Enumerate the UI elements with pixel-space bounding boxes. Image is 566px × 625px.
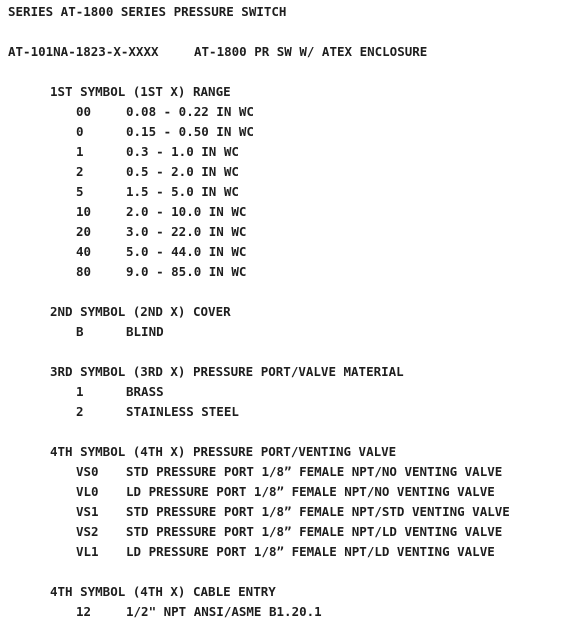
option-code: B: [76, 324, 84, 339]
option-description: STD PRESSURE PORT 1/8” FEMALE NPT/LD VENTING VALVE: [126, 524, 503, 539]
section-heading-venting-valve: 4TH SYMBOL (4TH X) PRESSURE PORT/VENTING VALVE: [50, 444, 397, 459]
option-code: 00: [76, 104, 92, 119]
option-code: 2: [76, 404, 84, 419]
option-code: 10: [76, 204, 92, 219]
option-description: 3.0 - 22.0 IN WC: [126, 224, 247, 239]
option-description: 9.0 - 85.0 IN WC: [126, 264, 247, 279]
option-description: 1.5 - 5.0 IN WC: [126, 184, 239, 199]
option-description: STAINLESS STEEL: [126, 404, 239, 419]
option-description: STD PRESSURE PORT 1/8” FEMALE NPT/NO VENTING VALVE: [126, 464, 503, 479]
option-code: VL1: [76, 544, 99, 559]
option-description: BLIND: [126, 324, 164, 339]
option-description: 0.08 - 0.22 IN WC: [126, 104, 254, 119]
option-code: 5: [76, 184, 84, 199]
option-code: 40: [76, 244, 92, 259]
option-description: 2.0 - 10.0 IN WC: [126, 204, 247, 219]
section-heading-material: 3RD SYMBOL (3RD X) PRESSURE PORT/VALVE MATERIAL: [50, 364, 404, 379]
option-description: 0.15 - 0.50 IN WC: [126, 124, 254, 139]
option-description: 0.5 - 2.0 IN WC: [126, 164, 239, 179]
section-heading-range: 1ST SYMBOL (1ST X) RANGE: [50, 84, 231, 99]
option-description: LD PRESSURE PORT 1/8” FEMALE NPT/NO VENTING VALVE: [126, 484, 495, 499]
option-description: BRASS: [126, 384, 164, 399]
option-code: VS0: [76, 464, 99, 479]
option-description: 0.3 - 1.0 IN WC: [126, 144, 239, 159]
option-code: 2: [76, 164, 84, 179]
option-description: LD PRESSURE PORT 1/8” FEMALE NPT/LD VENTING VALVE: [126, 544, 495, 559]
option-code: VS2: [76, 524, 99, 539]
option-code: VS1: [76, 504, 99, 519]
option-code: VL0: [76, 484, 99, 499]
model-description: AT-1800 PR SW W/ ATEX ENCLOSURE: [194, 44, 428, 59]
section-heading-cable-entry: 4TH SYMBOL (4TH X) CABLE ENTRY: [50, 584, 276, 599]
option-code: 20: [76, 224, 92, 239]
section-heading-cover: 2ND SYMBOL (2ND X) COVER: [50, 304, 231, 319]
option-code: 0: [76, 124, 84, 139]
option-code: 12: [76, 604, 92, 619]
option-description: 5.0 - 44.0 IN WC: [126, 244, 247, 259]
model-code: AT-101NA-1823-X-XXXX: [8, 44, 159, 59]
option-code: 80: [76, 264, 92, 279]
option-code: 1: [76, 384, 84, 399]
document-title: SERIES AT-1800 SERIES PRESSURE SWITCH: [8, 4, 287, 19]
option-description: STD PRESSURE PORT 1/8” FEMALE NPT/STD VENTING VALVE: [126, 504, 510, 519]
option-code: 1: [76, 144, 84, 159]
option-description: 1/2" NPT ANSI/ASME B1.20.1: [126, 604, 322, 619]
